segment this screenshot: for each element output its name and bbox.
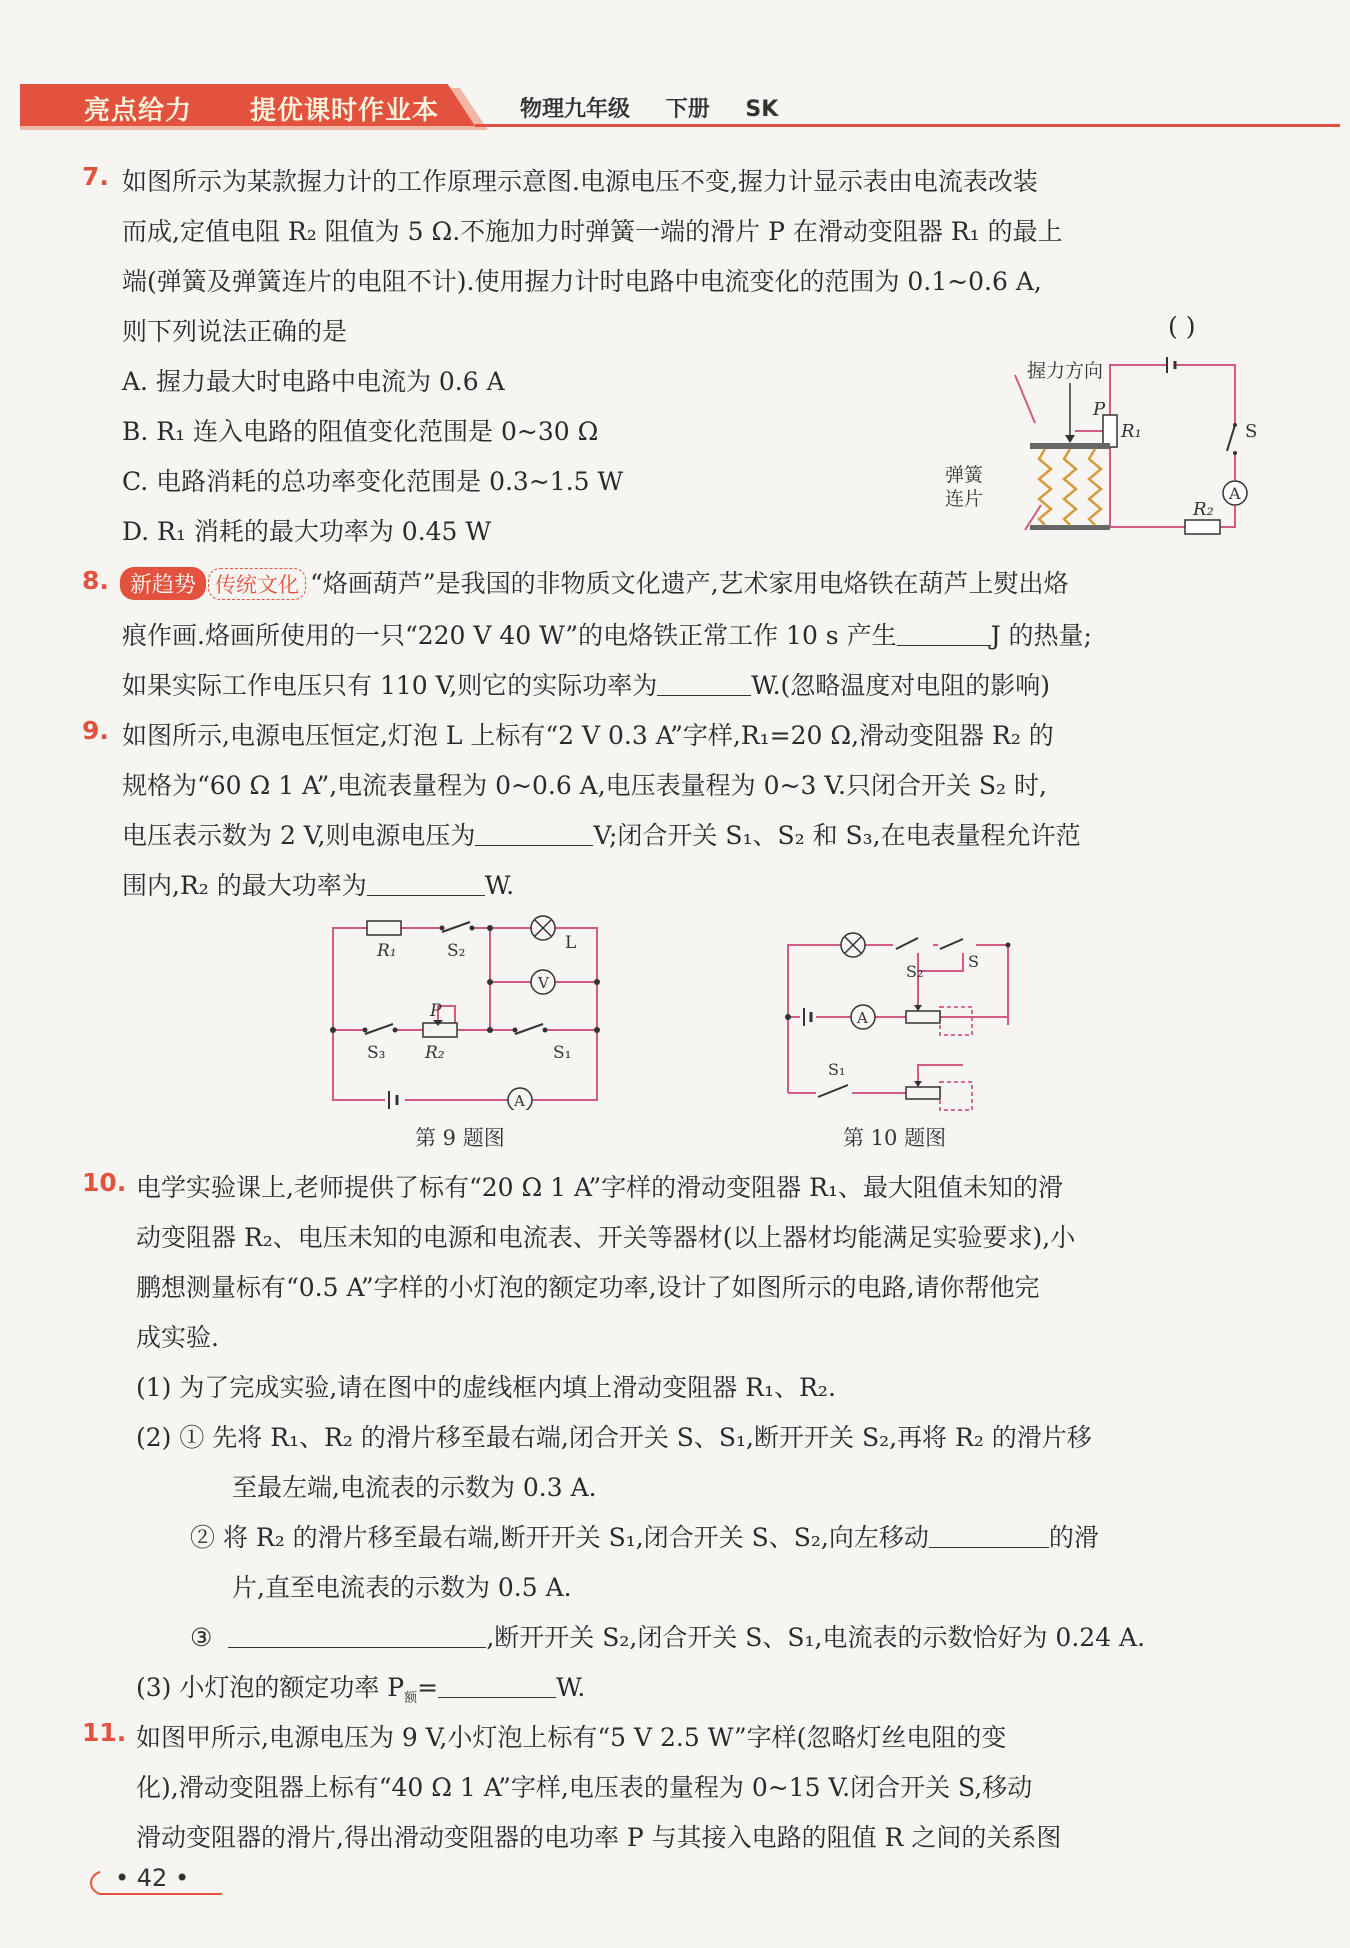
question-text: V;闭合开关 S₁、S₂ 和 S₃,在电表量程允许范 — [593, 821, 1081, 850]
q9-circuit-diagram — [325, 910, 610, 1110]
answer-blank[interactable] — [228, 1623, 486, 1648]
question-text-line: 滑动变阻器的滑片,得出滑动变阻器的电功率 P 与其接入电路的阻值 R 之间的关系图 — [136, 1823, 1062, 1852]
sub-question-3 — [136, 1668, 585, 1706]
culture-tag: 传统文化 — [208, 568, 306, 600]
s2-label: S₂ — [906, 962, 924, 981]
question-text: “烙画葫芦”是我国的非物质文化遗产,艺术家用电烙铁在葫芦上熨出烙 — [310, 569, 1069, 598]
question-text-line: 如图所示为某款握力计的工作原理示意图.电源电压不变,握力计显示表由电流表改装 — [122, 167, 1038, 196]
question-text: 痕作画.烙画所使用的一只“220 V 40 W”的电烙铁正常工作 10 s 产生 — [122, 621, 897, 650]
question-number: 11. — [82, 1718, 127, 1747]
answer-blank[interactable] — [657, 671, 751, 696]
question-text: = — [417, 1673, 439, 1702]
sub-question-2-step-2 — [190, 1518, 1099, 1554]
question-text-line — [122, 866, 514, 902]
question-text-line: 电学实验课上,老师提供了标有“20 Ω 1 A”字样的滑动变阻器 R₁、最大阻值未知的滑 — [136, 1173, 1063, 1202]
sub-question-2-step-2-cont: 片,直至电流表的示数为 0.5 A. — [232, 1573, 572, 1602]
question-number: 8. — [82, 566, 109, 595]
s2-label: S₂ — [447, 941, 466, 961]
question-text: ③ — [190, 1623, 213, 1652]
question-text-line: 如图所示,电源电压恒定,灯泡 L 上标有“2 V 0.3 A”字样,R₁=20 Ω,滑动变阻器 R₂ 的 — [122, 721, 1054, 750]
answer-blank[interactable] — [929, 1523, 1049, 1548]
question-text: 围内,R₂ 的最大功率为 — [122, 871, 367, 900]
q10-circuit-diagram — [778, 925, 1018, 1115]
option-a: A. 握力最大时电路中电流为 0.6 A — [122, 367, 505, 396]
s-label: S — [968, 952, 979, 971]
trend-tag: 新趋势 — [120, 567, 206, 600]
question-text-line: 而成,定值电阻 R₂ 阻值为 5 Ω.不施加力时弹簧一端的滑片 P 在滑动变阻器 R₁ 的最上 — [122, 217, 1063, 246]
option-b: B. R₁ 连入电路的阻值变化范围是 0~30 Ω — [122, 417, 599, 446]
plate-label: 连片 — [945, 488, 984, 510]
question-text-line: 端(弹簧及弹簧连片的电阻不计).使用握力计时电路中电流变化的范围为 0.1~0.6 A, — [122, 267, 1042, 296]
answer-blank[interactable] — [475, 821, 593, 846]
question-text: ② 将 R₂ 的滑片移至最右端,断开开关 S₁,闭合开关 S、S₂,向左移动 — [190, 1523, 929, 1552]
header-rule — [475, 124, 1340, 127]
page-header — [20, 84, 1340, 130]
question-text: J 的热量; — [990, 621, 1092, 650]
s1-label: S₁ — [553, 1043, 572, 1063]
grip-meter-circuit-diagram — [945, 355, 1265, 545]
s1-label: S₁ — [828, 1060, 846, 1079]
spring-label: 弹簧 — [945, 464, 984, 486]
question-text-line: 动变阻器 R₂、电压未知的电源和电流表、开关等器材(以上器材均能满足实验要求),小 — [136, 1223, 1076, 1252]
force-direction-label: 握力方向 — [1027, 360, 1104, 382]
r2-label: R₂ — [1193, 499, 1214, 520]
sub-question-1: (1) 为了完成实验,请在图中的虚线框内填上滑动变阻器 R₁、R₂. — [136, 1373, 836, 1402]
figure-9-caption: 第 9 题图 — [415, 1126, 505, 1150]
series-title: 提优课时作业本 — [250, 96, 440, 126]
question-text-line — [120, 564, 1069, 600]
figure-10-caption: 第 10 题图 — [843, 1126, 947, 1150]
question-number: 10. — [82, 1168, 127, 1197]
dashed-box-lower[interactable] — [940, 1082, 972, 1110]
question-text: (3) 小灯泡的额定功率 P — [136, 1673, 405, 1702]
question-text: ,断开开关 S₂,闭合开关 S、S₁,电流表的示数恰好为 0.24 A. — [486, 1623, 1146, 1652]
question-number: 7. — [82, 162, 109, 191]
answer-bracket: ( ) — [1168, 312, 1196, 341]
page-number: • 42 • — [115, 1864, 190, 1892]
slider-p-label: P — [430, 1001, 442, 1021]
question-text-line: 鹏想测量标有“0.5 A”字样的小灯泡的额定功率,设计了如图所示的电路,请你帮他完 — [136, 1273, 1040, 1302]
ammeter-label: A — [1229, 484, 1241, 503]
r2-rheostat — [423, 1023, 457, 1037]
ammeter-label: A — [514, 1092, 525, 1110]
question-text: 的滑 — [1048, 1523, 1099, 1552]
sub-question-2-step-1-cont: 至最左端,电流表的示数为 0.3 A. — [232, 1473, 597, 1502]
sub-question-2-step-1: (2) ① 先将 R₁、R₂ 的滑片移至最右端,闭合开关 S、S₁,断开开关 S₂,再将 R₂ 的滑片移 — [136, 1423, 1092, 1452]
switch-s-label: S — [1245, 421, 1258, 442]
r1-label: R₁ — [377, 941, 397, 961]
question-number: 9. — [82, 716, 109, 745]
question-text: 如果实际工作电压只有 110 V,则它的实际功率为 — [122, 671, 658, 700]
slider-p-label: P — [1093, 399, 1106, 420]
bottom-plate — [1030, 525, 1110, 530]
question-text-line: 则下列说法正确的是 — [122, 317, 348, 346]
answer-blank[interactable] — [367, 871, 485, 896]
question-text-line: 规格为“60 Ω 1 A”,电流表量程为 0~0.6 A,电压表量程为 0~3 V.只闭合开关 S₂ 时, — [122, 771, 1047, 800]
sub-question-2-step-3 — [190, 1618, 1145, 1654]
brand-title: 亮点给力 — [84, 96, 193, 126]
question-text-line — [122, 666, 1050, 702]
r2-resistor — [1185, 520, 1220, 534]
r2-label: R₂ — [425, 1043, 445, 1063]
answer-blank[interactable] — [438, 1673, 556, 1698]
voltmeter-label: V — [538, 974, 549, 992]
question-text: 电压表示数为 2 V,则电源电压为 — [122, 821, 476, 850]
top-plate — [1030, 443, 1110, 449]
r1-resistor — [367, 921, 401, 935]
answer-blank[interactable] — [897, 621, 991, 646]
question-text-line: 成实验. — [136, 1323, 219, 1352]
question-text-line — [122, 816, 1081, 852]
dashed-box-upper[interactable] — [940, 1007, 972, 1035]
s3-label: S₃ — [367, 1043, 386, 1063]
r1-label: R₁ — [1121, 421, 1142, 442]
option-c: C. 电路消耗的总功率变化范围是 0.3~1.5 W — [122, 467, 624, 496]
ammeter-label: A — [857, 1009, 868, 1027]
edition-label: SK — [745, 97, 779, 122]
question-text-line: 化),滑动变阻器上标有“40 Ω 1 A”字样,电压表的量程为 0~15 V.闭合开关 S,移动 — [136, 1773, 1033, 1802]
volume-label: 下册 — [665, 97, 710, 122]
rated-subscript: 额 — [404, 1691, 418, 1706]
question-text-line: 如图甲所示,电源电压为 9 V,小灯泡上标有“5 V 2.5 W”字样(忽略灯丝电阻的变 — [136, 1723, 1007, 1752]
question-text: W. — [556, 1673, 586, 1702]
subject-label: 物理九年级 — [520, 97, 631, 122]
question-text: W.(忽略温度对电阻的影响) — [751, 671, 1051, 700]
option-d: D. R₁ 消耗的最大功率为 0.45 W — [122, 517, 492, 546]
question-text: W. — [484, 871, 515, 900]
question-text-line — [122, 616, 1092, 652]
springs — [1039, 449, 1101, 525]
lamp-label: L — [565, 933, 577, 953]
book-meta — [520, 92, 806, 123]
